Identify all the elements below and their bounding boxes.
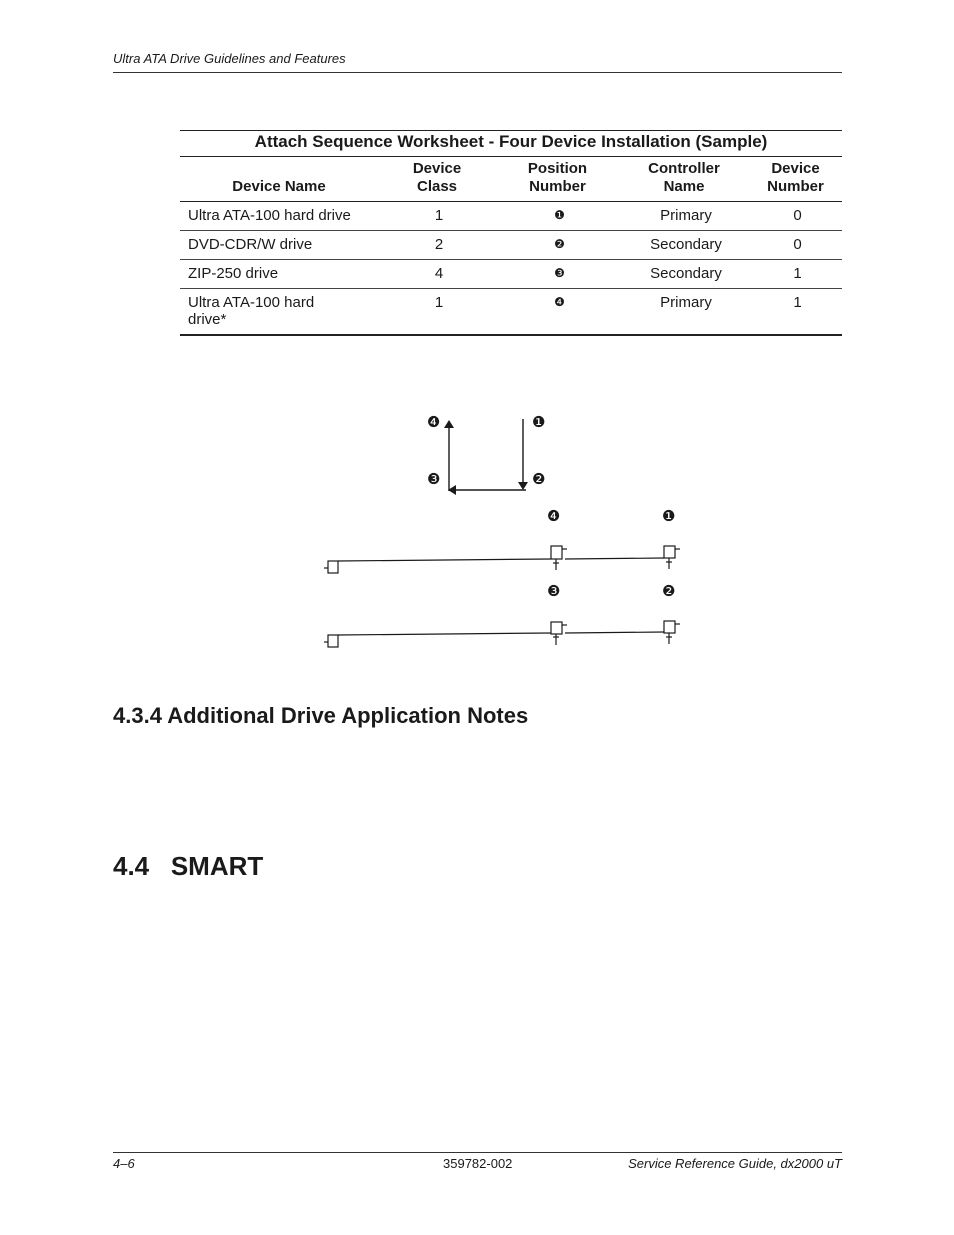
board-connector [328,635,338,647]
secondary-cable [324,621,680,647]
document-number: 359782-002 [443,1156,513,1171]
sequence-arrows [449,419,526,491]
cable-line [338,633,551,635]
cell-device-class: 2 [378,231,496,260]
cell-device-number: 1 [749,260,842,289]
board-connector [328,561,338,573]
section-title-smart: 4.4 SMART [113,851,264,881]
cell-device-class: 4 [378,260,496,289]
cable-line [565,632,664,633]
cell-position-number: ❶ [496,202,619,231]
col-header-controller-name: Controller Name [619,157,749,202]
cell-device-number: 1 [749,289,842,336]
cell-device-number: 0 [749,202,842,231]
page-number: 4–6 [113,1156,135,1171]
cell-device-name: ZIP-250 drive [180,260,378,289]
cable-line [338,559,551,561]
cell-device-name: Ultra ATA-100 hard drive* [180,289,378,336]
footer-rule [113,1152,842,1153]
col-header-position-number: Position Number [496,157,619,202]
cell-device-name: DVD-CDR/W drive [180,231,378,260]
primary-cable [324,546,680,573]
sequence-label-3: ❸ [427,470,441,488]
sequence-label-2: ❷ [532,470,546,488]
cable-line [565,558,664,559]
cell-controller-name: Secondary [619,231,749,260]
cell-controller-name: Primary [619,202,749,231]
device-connector [664,621,675,633]
col-header-device-name: Device Name [180,157,378,202]
cable-label-2: ❷ [662,582,676,600]
cable-label-1: ❶ [662,507,676,525]
cable-label-4: ❹ [547,507,561,525]
running-header: Ultra ATA Drive Guidelines and Features [113,51,346,66]
device-connector [551,622,562,634]
sequence-label-4: ❹ [427,413,441,431]
section-title-additional-notes: 4.3.4 Additional Drive Application Notes [113,703,529,728]
sequence-label-1: ❶ [532,413,546,431]
guide-title: Service Reference Guide, dx2000 uT [628,1156,842,1171]
cell-device-class: 1 [378,289,496,336]
cell-position-number: ❸ [496,260,619,289]
cable-label-3: ❸ [547,582,561,600]
device-connector [551,546,562,559]
cell-position-number: ❹ [496,289,619,336]
cell-device-name: Ultra ATA-100 hard drive [180,202,378,231]
cell-controller-name: Secondary [619,260,749,289]
cell-controller-name: Primary [619,289,749,336]
col-header-device-class: Device Class [378,157,496,202]
cell-device-class: 1 [378,202,496,231]
cell-position-number: ❷ [496,231,619,260]
cell-device-number: 0 [749,231,842,260]
col-header-device-number: Device Number [749,157,842,202]
device-connector [664,546,675,558]
table-caption: Attach Sequence Worksheet - Four Device Installation (Sample) [180,130,842,157]
